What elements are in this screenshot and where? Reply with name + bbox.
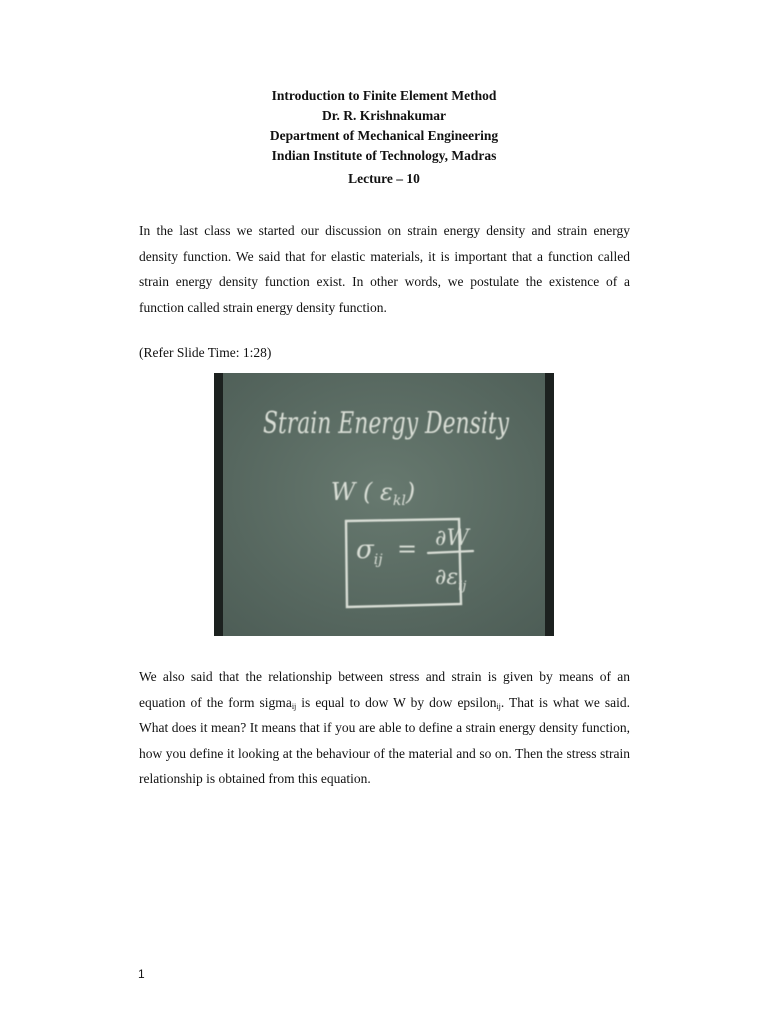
title-block bbox=[0, 86, 768, 166]
equation-numerator: ∂W bbox=[435, 526, 469, 551]
equation-equals: = bbox=[397, 535, 418, 563]
equation-denominator: $\partial\varepsilon_{ij}$ bbox=[435, 565, 467, 594]
stress-strain-paragraph: We also said that the relationship between stress and strain is given by means of an equation of the form sigma$_{ij}$ is equal to dow W by dow epsilon$_{ij}$. That is what we said. What does it mean? It means that if you are able to define a strain energy density function, how you define it looking at the behaviour of the material and so on. Then the stress strain relationship is obtained from this equation. bbox=[139, 669, 631, 786]
course-title: Introduction to Finite Element Method bbox=[271, 88, 497, 103]
institute-name: Indian Institute of Technology, Madras bbox=[271, 148, 497, 163]
board-heading: Strain Energy Density bbox=[263, 406, 510, 441]
lecture-number: Lecture – 10 bbox=[348, 171, 420, 186]
lecture-slide-image bbox=[214, 373, 554, 636]
equation-lhs: $\sigma_{ij}$ bbox=[356, 535, 383, 568]
intro-paragraph: In the last class we started our discussion on strain energy density and strain energy density function. We said that for elastic materials, it is important that a function called strain energy density function exist. In other words, we postulate the existence of a function called strain energy density function. bbox=[139, 223, 630, 315]
department-name: Department of Mechanical Engineering bbox=[269, 128, 499, 143]
slide-time-reference: (Refer Slide Time: 1:28) bbox=[139, 345, 272, 360]
chalkboard bbox=[223, 373, 545, 636]
instructor-name: Dr. R. Krishnakumar bbox=[321, 108, 447, 123]
board-function: W ( $\varepsilon_{kl}$) bbox=[330, 478, 416, 509]
page-number: 1 bbox=[138, 967, 145, 981]
